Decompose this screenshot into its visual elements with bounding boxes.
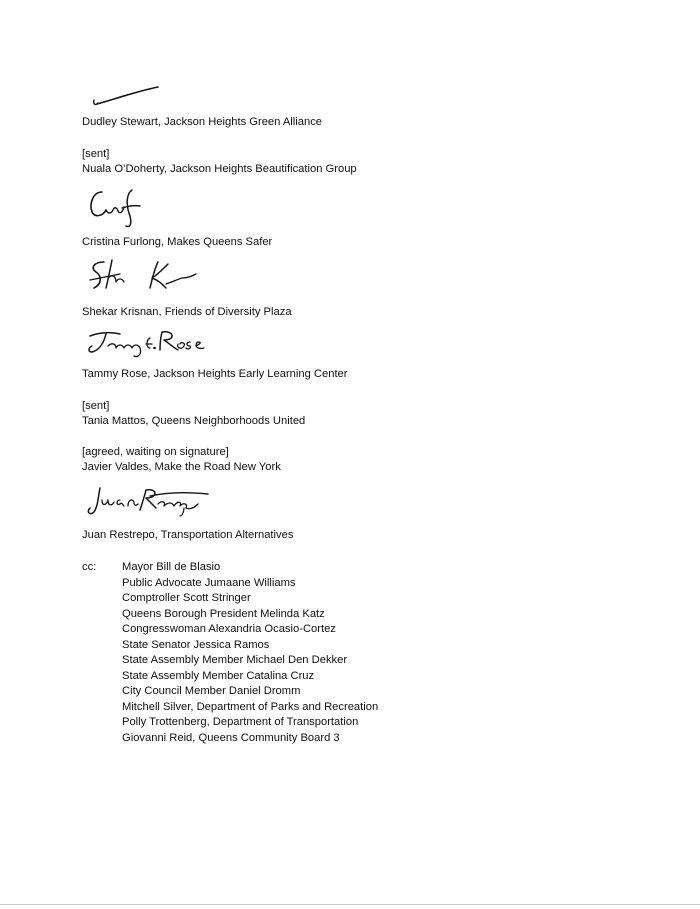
signatory-name-line: Shekar Krisnan, Friends of Diversity Plaza	[82, 306, 292, 318]
signature-juan-restrepo	[84, 482, 214, 518]
cc-label: cc:	[82, 561, 97, 573]
signature-dudley-stewart	[88, 82, 168, 110]
page-bottom-edge	[0, 904, 700, 905]
signatory-name-line: Nuala O’Doherty, Jackson Heights Beautification Group	[82, 163, 357, 175]
cc-recipient: Polly Trottenberg, Department of Transportation	[122, 716, 359, 728]
signatory-name-line: Cristina Furlong, Makes Queens Safer	[82, 236, 273, 248]
signatory-status: [sent]	[82, 400, 110, 412]
cc-recipient: Mitchell Silver, Department of Parks and Recreation	[122, 700, 379, 713]
signatory-name-line: Juan Restrepo, Transportation Alternatives	[82, 529, 294, 541]
signature-shekar-krisnan	[86, 256, 206, 294]
cc-recipient: Mayor Bill de Blasio	[122, 561, 221, 573]
cc-recipient: State Assembly Member Michael Den Dekker	[122, 654, 348, 666]
signature-cristina-furlong	[86, 186, 156, 230]
signatory-name-line: Dudley Stewart, Jackson Heights Green Alliance	[82, 116, 323, 128]
cc-recipient-list	[122, 560, 378, 746]
cc-recipient: State Assembly Member Catalina Cruz	[122, 669, 315, 682]
cc-recipient: State Senator Jessica Ramos	[122, 638, 270, 651]
signature-tammy-rose	[84, 326, 214, 360]
cc-recipient: City Council Member Daniel Dromm	[122, 685, 301, 697]
cc-recipient: Giovanni Reid, Queens Community Board 3	[122, 731, 340, 744]
signatory-name-line: Tania Mattos, Queens Neighborhoods United	[82, 415, 306, 427]
cc-recipient: Congresswoman Alexandria Ocasio-Cortez	[122, 623, 336, 635]
signatory-name-line: Tammy Rose, Jackson Heights Early Learning Center	[82, 368, 348, 380]
signatory-status: [agreed, waiting on signature]	[82, 446, 229, 458]
signatory-name-line: Javier Valdes, Make the Road New York	[82, 461, 281, 473]
cc-recipient: Queens Borough President Melinda Katz	[122, 607, 325, 620]
signatory-status: [sent]	[82, 148, 110, 160]
cc-recipient: Comptroller Scott Stringer	[122, 592, 251, 604]
cc-recipient: Public Advocate Jumaane Williams	[122, 576, 296, 589]
